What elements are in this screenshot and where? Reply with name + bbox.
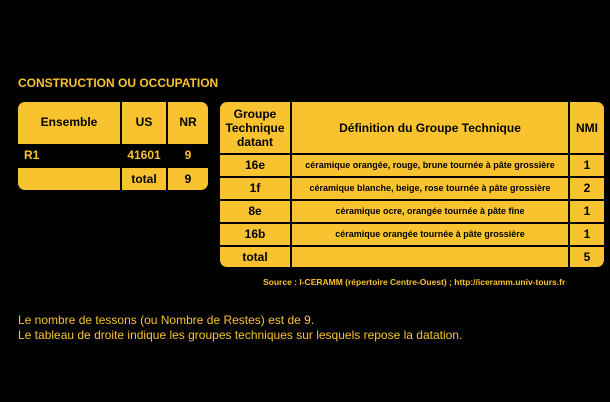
table-row — [18, 144, 208, 166]
cell-definition: céramique orangée tournée à pâte grossière — [335, 229, 525, 239]
cell-ensemble: R1 — [24, 148, 40, 162]
cell-nmi: 2 — [583, 181, 591, 195]
left-table — [18, 102, 208, 190]
header-groupe-line: Technique — [225, 121, 285, 135]
header-groupe-line: Groupe — [233, 107, 277, 121]
cell-definition: céramique orangée, rouge, brune tournée à pâte grossière — [305, 160, 555, 170]
right-table — [220, 102, 604, 267]
header-nr: NR — [179, 115, 197, 129]
source-note: Source : I-CERAMM (répertoire Centre-Ouest) ; http://iceramm.univ-tours.fr — [263, 277, 566, 287]
header-nmi: NMI — [576, 121, 598, 135]
cell-groupe: 16e — [244, 158, 266, 172]
cell-us: 41601 — [127, 148, 161, 162]
cell-groupe: 16b — [244, 227, 266, 241]
total-nmi: 5 — [583, 250, 591, 264]
paragraph-line: Le tableau de droite indique les groupes techniques sur lesquels repose la datation. — [18, 328, 463, 342]
total-nr: 9 — [184, 172, 192, 186]
cell-definition: céramique blanche, beige, rose tournée à pâte grossière — [309, 183, 551, 193]
cell-nmi: 1 — [583, 204, 591, 218]
header-groupe-line: datant — [237, 135, 273, 149]
header-groupe — [220, 102, 290, 154]
section-heading: CONSTRUCTION OU OCCUPATION — [18, 76, 219, 90]
cell-definition: céramique ocre, orangée tournée à pâte fine — [335, 206, 525, 216]
header-us: US — [135, 115, 153, 129]
cell-nmi: 1 — [583, 158, 591, 172]
total-label: total — [242, 250, 268, 264]
cell-groupe: 8e — [248, 204, 262, 218]
header-definition: Définition du Groupe Technique — [339, 121, 521, 135]
cell-nmi: 1 — [583, 227, 591, 241]
total-label: total — [131, 172, 157, 186]
cell-nr: 9 — [184, 148, 192, 162]
paragraph-line: Le nombre de tessons (ou Nombre de Restes) est de 9. — [18, 313, 315, 327]
header-ensemble: Ensemble — [40, 115, 98, 129]
cell-groupe: 1f — [249, 181, 261, 195]
